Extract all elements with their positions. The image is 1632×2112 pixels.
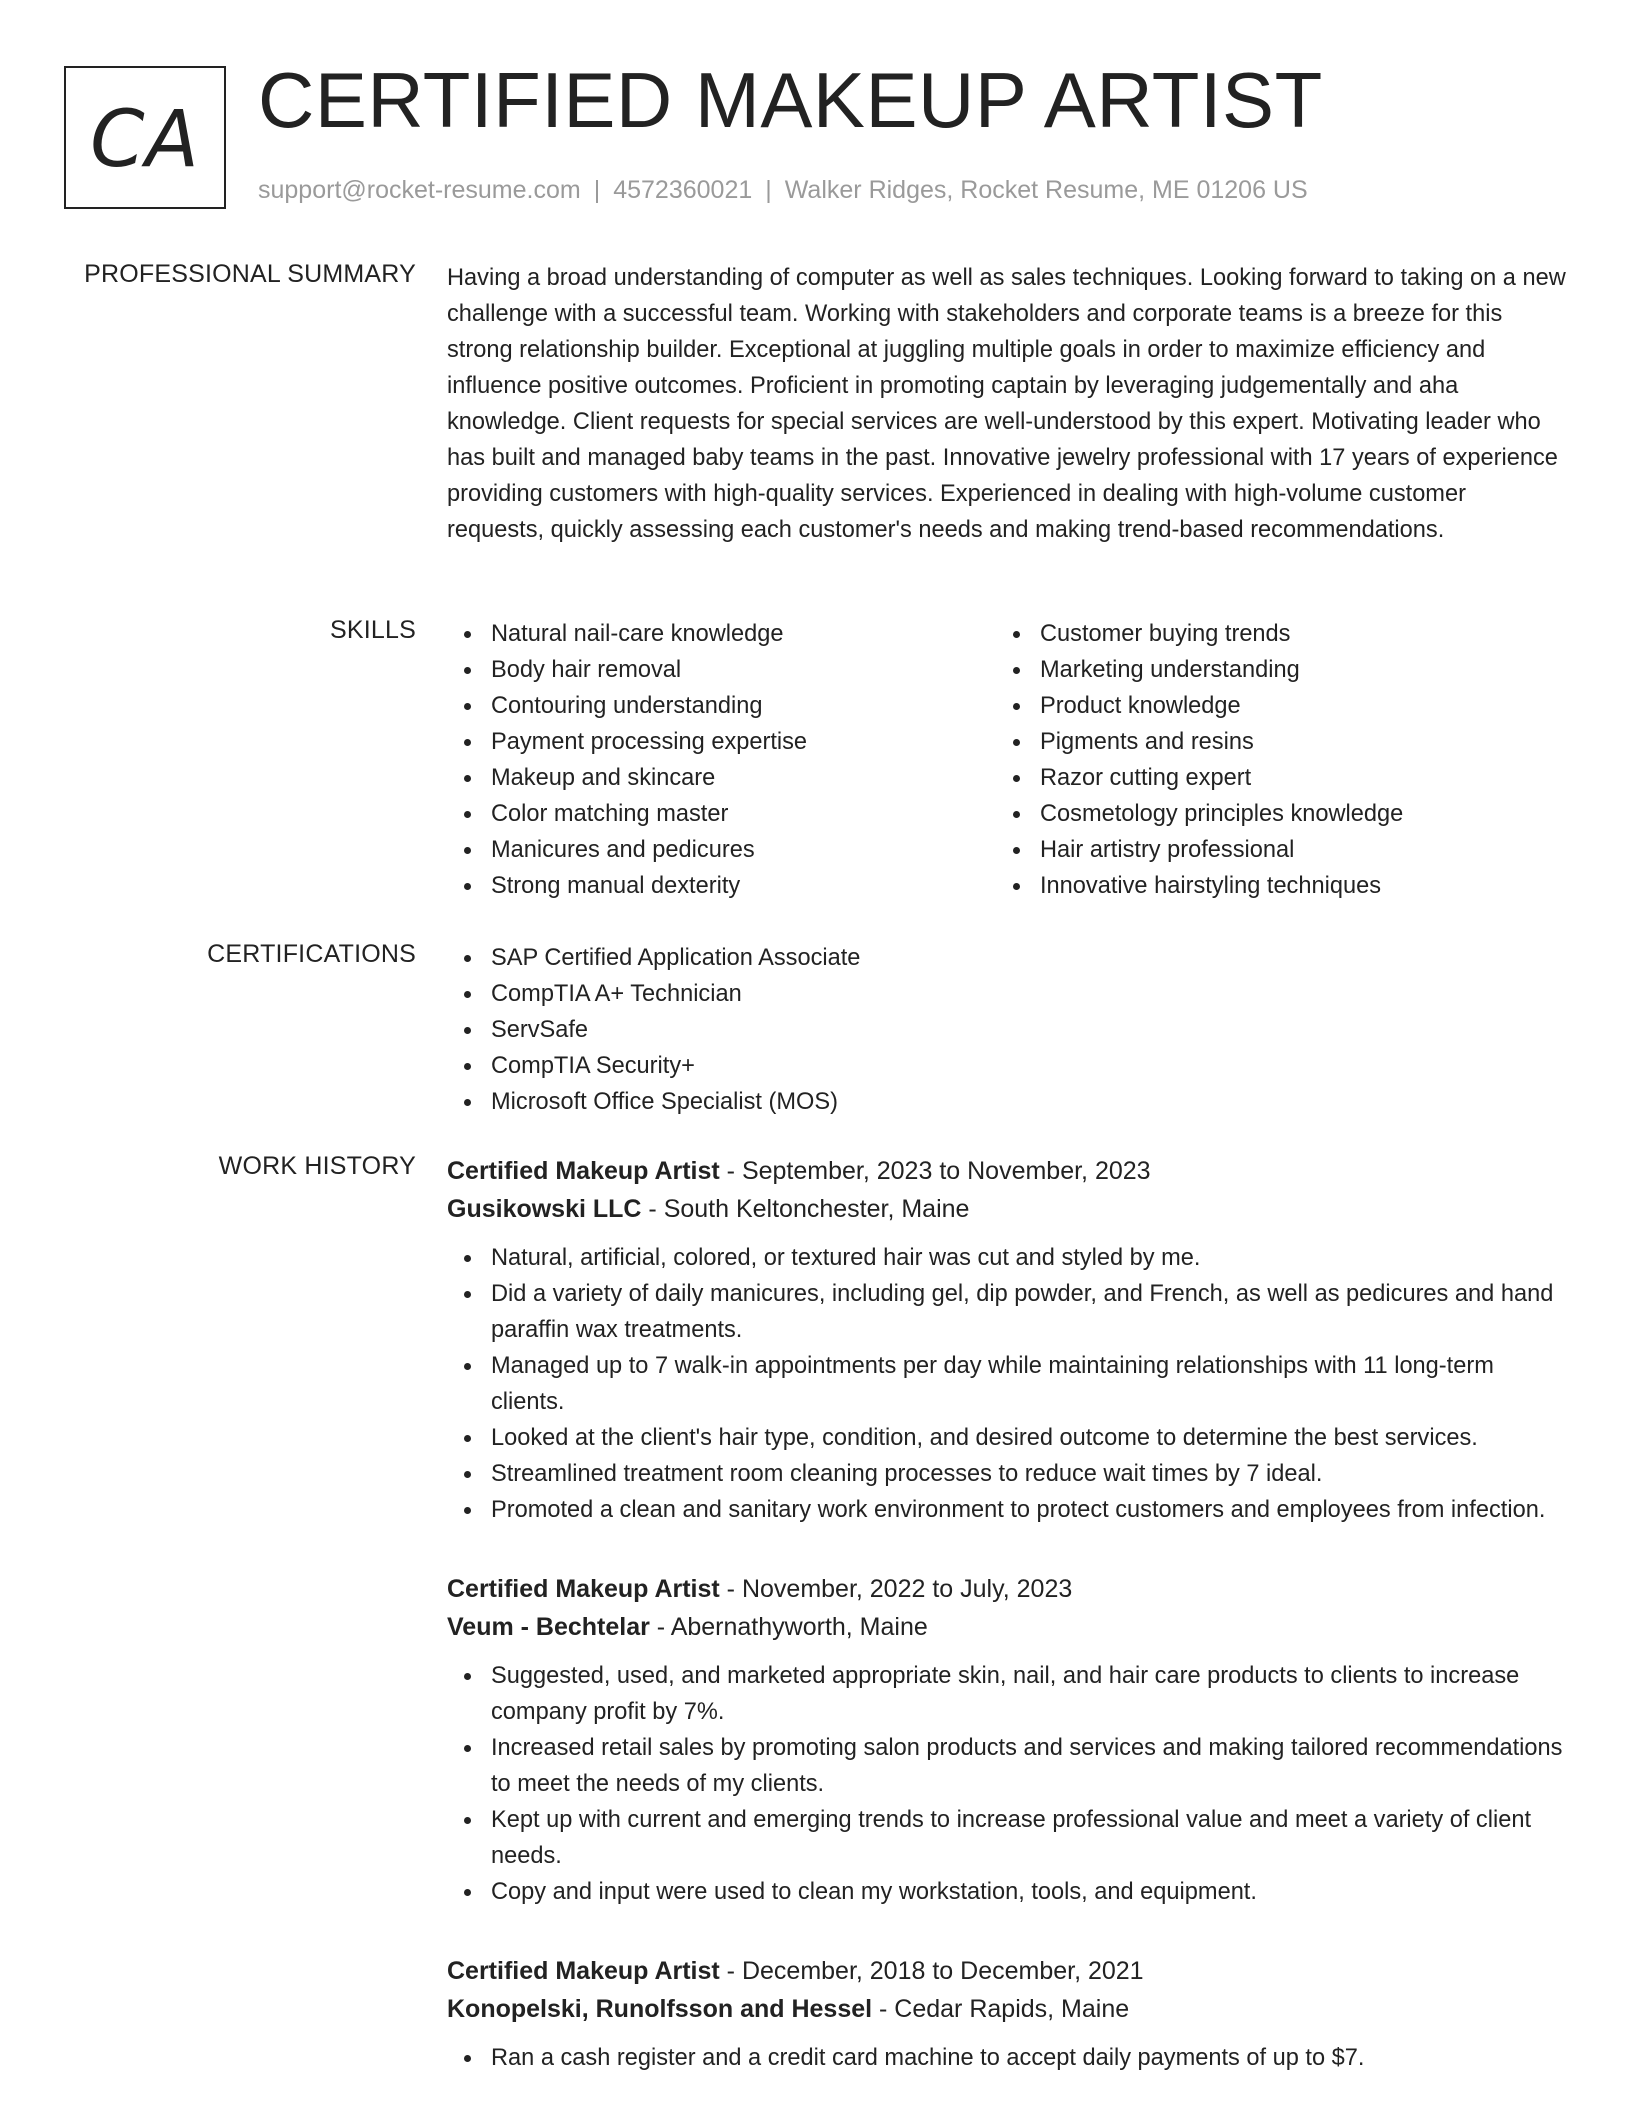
skill-item: Pigments and resins [996, 724, 1545, 760]
job-duty-item: Managed up to 7 walk-in appointments per day while maintaining relationships with 11 long-term clients. [447, 1348, 1567, 1420]
job-entry [447, 1570, 1567, 1910]
skill-item: Manicures and pedicures [447, 832, 996, 868]
job-role: Certified Makeup Artist [447, 1157, 720, 1185]
job-location: - South Keltonchester, Maine [641, 1195, 970, 1223]
skill-item: Strong manual dexterity [447, 868, 996, 904]
job-company: Gusikowski LLC [447, 1195, 642, 1223]
job-duty-item: Did a variety of daily manicures, including gel, dip powder, and French, as well as pedicures and hand paraffin wax treatments. [447, 1276, 1567, 1348]
job-role: Certified Makeup Artist [447, 1575, 720, 1603]
monogram-initials: CA [90, 94, 200, 185]
job-duty-item: Kept up with current and emerging trends to increase professional value and meet a variety of client needs. [447, 1802, 1567, 1874]
skill-item: Marketing understanding [996, 652, 1545, 688]
summary-text: Having a broad understanding of computer as well as sales techniques. Looking forward to taking on a new challenge with a successful team. Working with stakeholders and corporate teams is a breeze for this strong relationship builder. Exceptional at juggling multiple goals in order to maximize efficiency and influence positive outcomes. Proficient in promoting captain by leveraging judgementally and aha knowledge. Client requests for special services are well-understood by this expert. Motivating leader who has built and managed baby teams in the past. Innovative jewelry professional with 17 years of experience providing customers with high-quality services. Experienced in dealing with high-volume customer requests, quickly assessing each customer's needs and making trend-based recommendations. [447, 265, 1566, 543]
job-location: - Abernathyworth, Maine [649, 1613, 928, 1641]
certification-item: ServSafe [447, 1012, 1567, 1048]
skill-item: Natural nail-care knowledge [447, 616, 996, 652]
job-duties-list [447, 2040, 1567, 2076]
jobs-container [447, 1152, 1567, 2112]
job-role-line [447, 1152, 1567, 1190]
job-dates: - November, 2022 to July, 2023 [719, 1575, 1073, 1603]
job-entry [447, 1952, 1567, 2076]
section-label-summary: PROFESSIONAL SUMMARY [84, 260, 416, 288]
skill-item: Hair artistry professional [996, 832, 1545, 868]
job-company-line [447, 1990, 1567, 2028]
skill-item: Payment processing expertise [447, 724, 996, 760]
skills-list-left [447, 616, 996, 904]
section-label-work-history: WORK HISTORY [218, 1152, 416, 1180]
contact-separator: | [765, 176, 772, 204]
skill-item: Contouring understanding [447, 688, 996, 724]
job-dates: - December, 2018 to December, 2021 [719, 1957, 1144, 1985]
job-duty-item: Copy and input were used to clean my workstation, tools, and equipment. [447, 1874, 1567, 1910]
job-entry [447, 1152, 1567, 1528]
job-company: Veum - Bechtelar [447, 1613, 650, 1641]
contact-address: Walker Ridges, Rocket Resume, ME 01206 US [784, 176, 1308, 204]
job-duty-item: Promoted a clean and sanitary work environment to protect customers and employees from infection. [447, 1492, 1567, 1528]
certification-item: CompTIA A+ Technician [447, 976, 1567, 1012]
job-duty-item: Ran a cash register and a credit card machine to accept daily payments of up to $7. [447, 2040, 1567, 2076]
skill-item: Innovative hairstyling techniques [996, 868, 1545, 904]
skill-item: Cosmetology principles knowledge [996, 796, 1545, 832]
certification-item: CompTIA Security+ [447, 1048, 1567, 1084]
skills-list-right [996, 616, 1545, 904]
job-dates: - September, 2023 to November, 2023 [719, 1157, 1151, 1185]
section-label-skills: SKILLS [330, 616, 416, 644]
contact-email: support@rocket-resume.com [258, 176, 581, 204]
job-role: Certified Makeup Artist [447, 1957, 720, 1985]
contact-separator: | [593, 176, 601, 204]
job-role-line [447, 1952, 1567, 1990]
job-location: - Cedar Rapids, Maine [872, 1995, 1130, 2023]
skill-item: Customer buying trends [996, 616, 1545, 652]
skill-item: Color matching master [447, 796, 996, 832]
skill-item: Product knowledge [996, 688, 1545, 724]
job-duty-item: Looked at the client's hair type, condition, and desired outcome to determine the best services. [447, 1420, 1567, 1456]
certifications-list [447, 940, 1567, 1120]
job-company: Konopelski, Runolfsson and Hessel [447, 1995, 873, 2023]
skill-item: Razor cutting expert [996, 760, 1545, 796]
job-duties-list [447, 1658, 1567, 1910]
job-duty-item: Streamlined treatment room cleaning processes to reduce wait times by 7 ideal. [447, 1456, 1567, 1492]
certification-item: SAP Certified Application Associate [447, 940, 1567, 976]
certification-item: Microsoft Office Specialist (MOS) [447, 1084, 1567, 1120]
section-label-certifications: CERTIFICATIONS [207, 940, 416, 968]
job-company-line [447, 1190, 1567, 1228]
skill-item: Makeup and skincare [447, 760, 996, 796]
resume-title: CERTIFIED MAKEUP ARTIST [258, 56, 1323, 144]
skill-item: Body hair removal [447, 652, 996, 688]
monogram-box [64, 66, 226, 209]
contact-line [258, 176, 1308, 205]
job-duty-item: Increased retail sales by promoting salon products and services and making tailored recommendations to meet the needs of my clients. [447, 1730, 1567, 1802]
job-duty-item: Natural, artificial, colored, or textured hair was cut and styled by me. [447, 1240, 1567, 1276]
job-role-line [447, 1570, 1567, 1608]
contact-phone: 4572360021 [613, 176, 753, 204]
job-duties-list [447, 1240, 1567, 1528]
job-company-line [447, 1608, 1567, 1646]
job-duty-item: Suggested, used, and marketed appropriate skin, nail, and hair care products to clients to increase company profit by 7%. [447, 1658, 1567, 1730]
